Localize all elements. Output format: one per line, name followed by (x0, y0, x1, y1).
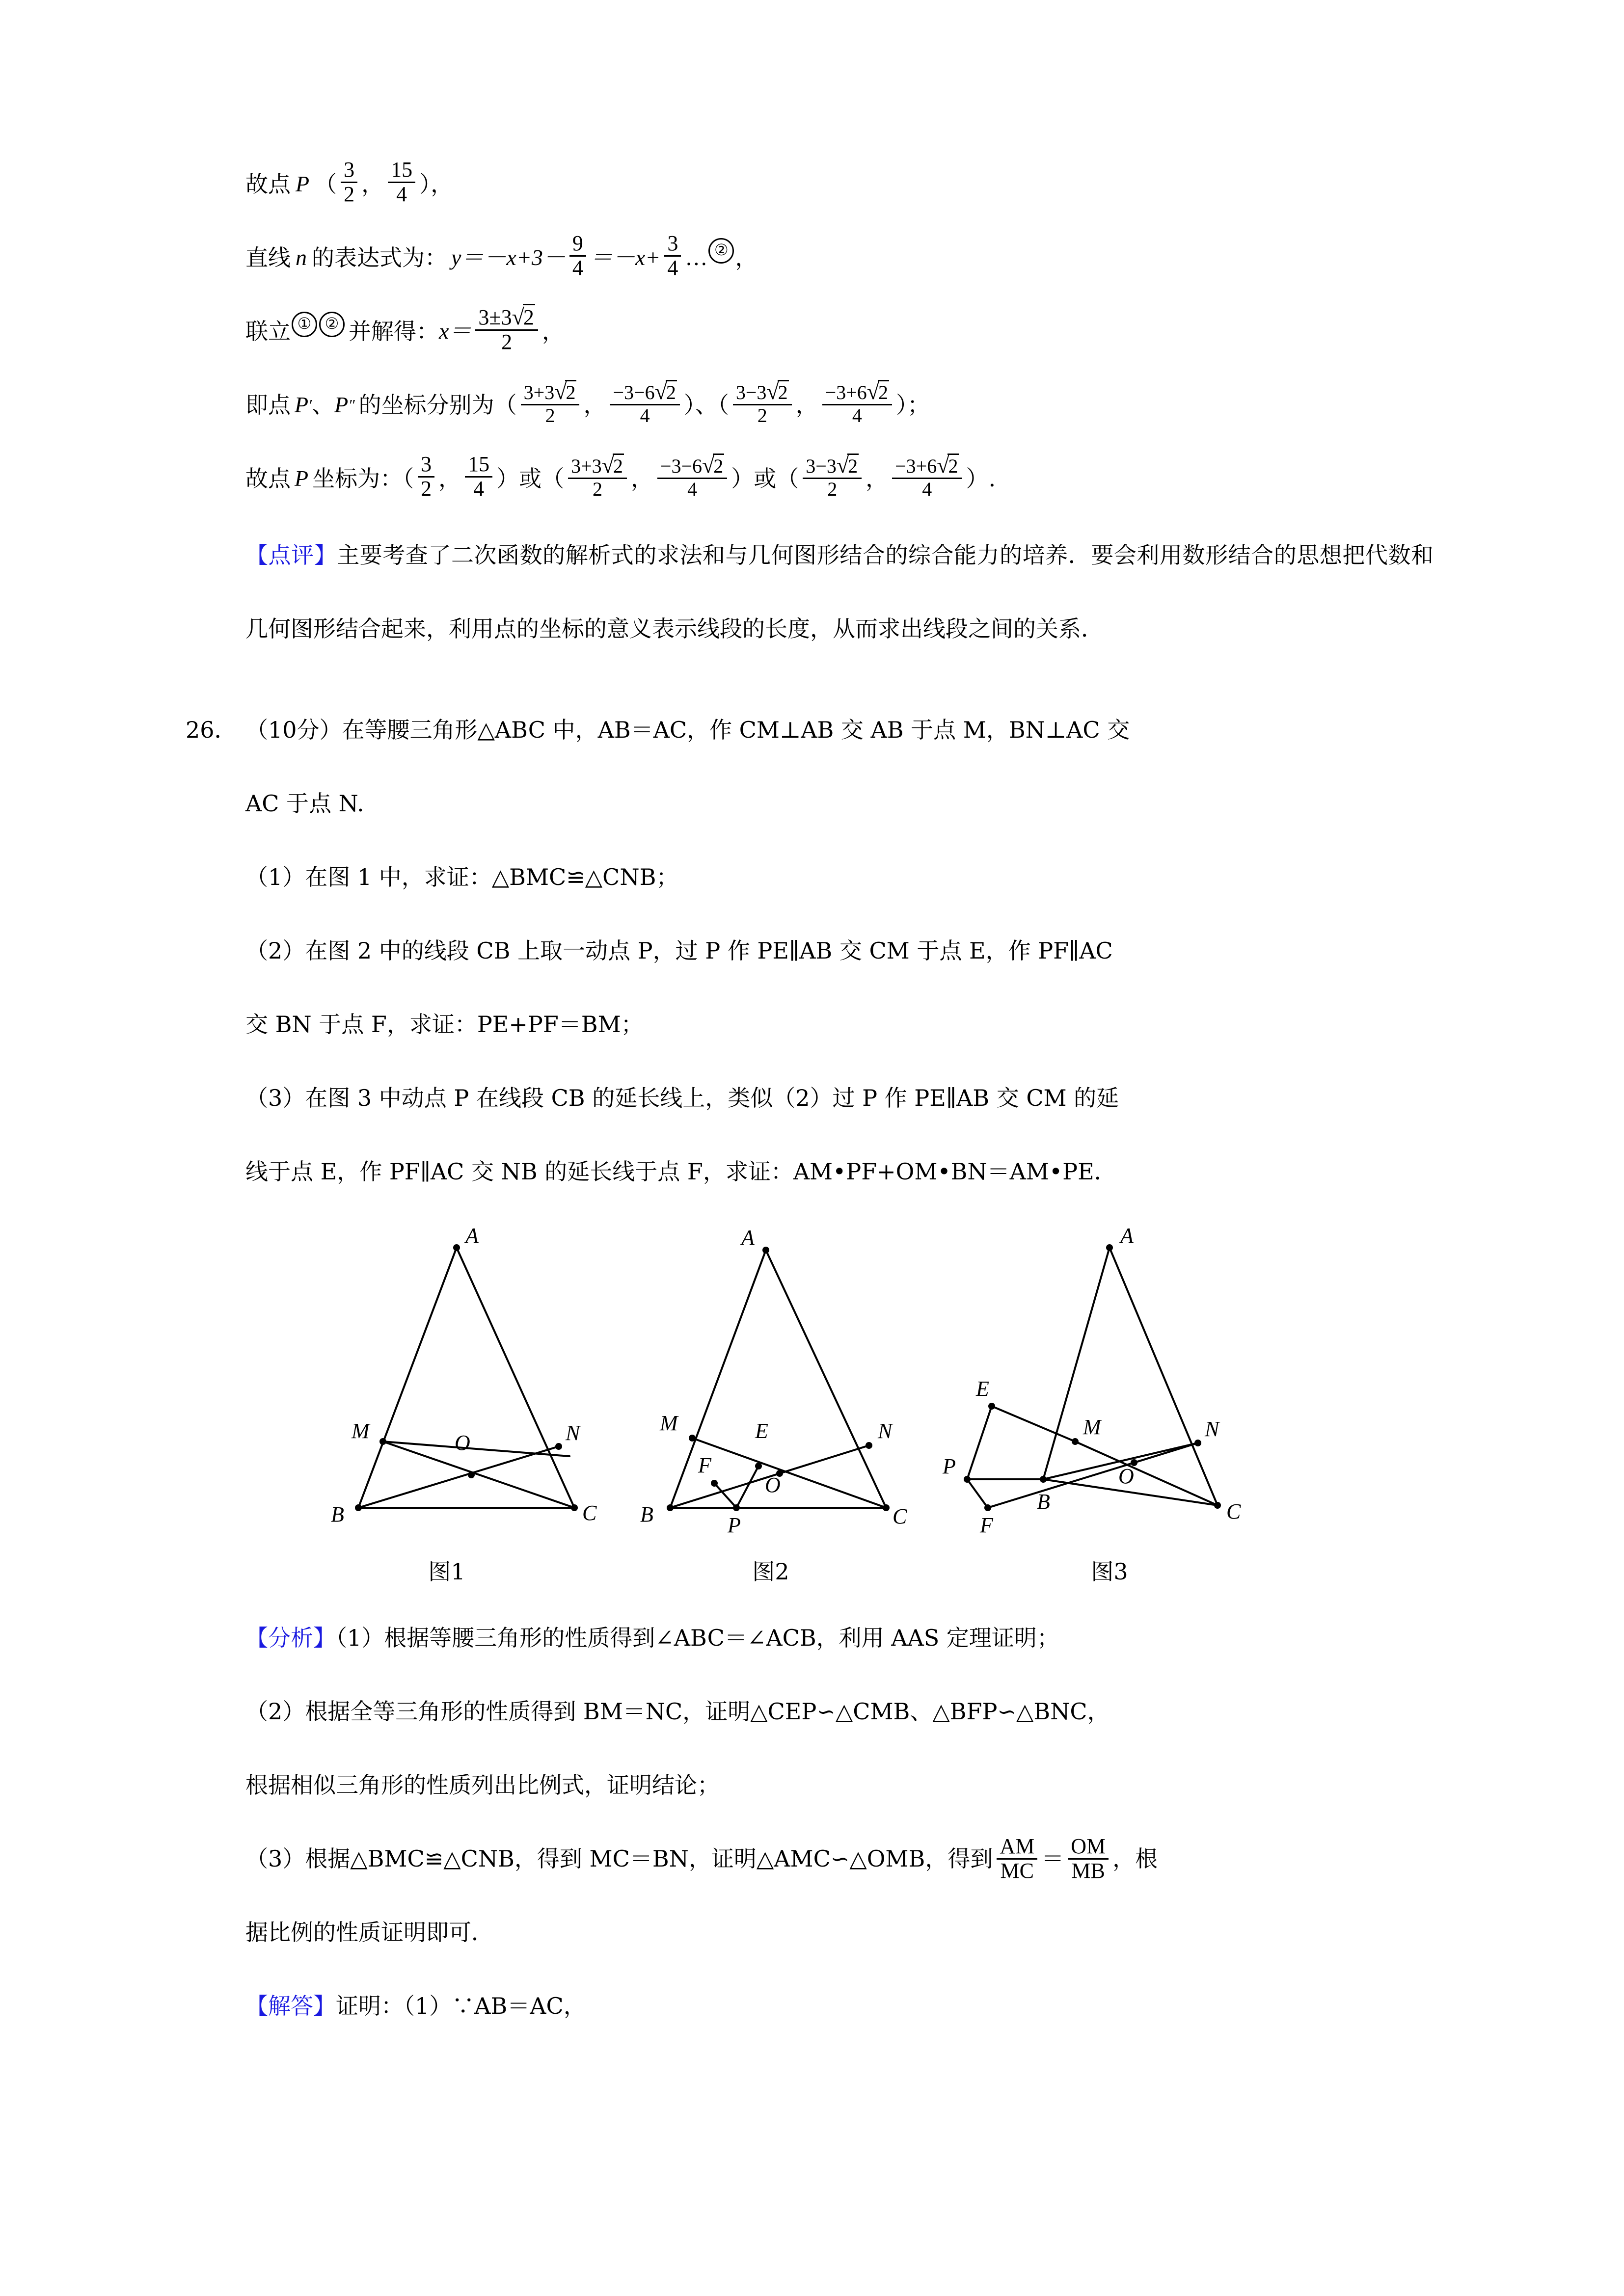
fraction-b (465, 453, 492, 500)
numerator-coefficient: 3±3 (478, 305, 512, 329)
radical (866, 378, 889, 404)
vertex-dot-e (988, 1403, 995, 1410)
comma: ， (630, 465, 653, 492)
numerator-coefficient: −3+6 (895, 454, 937, 477)
paren-close: ）； (896, 392, 930, 418)
label-n: N (566, 1421, 580, 1445)
fraction-numerator: 15 (388, 159, 415, 183)
fraction-c (568, 454, 627, 500)
variable-p: P (296, 171, 310, 196)
fraction-d (657, 454, 727, 500)
figure-2-drawing (623, 1228, 957, 1552)
prefix-text: 即点 (245, 392, 291, 418)
equation-part-b: ＝－x+ (590, 245, 661, 270)
vertex-dot-f (984, 1504, 991, 1511)
vertex-dot-n (866, 1442, 872, 1449)
fraction-denominator: 2 (757, 404, 767, 427)
radical (836, 452, 859, 478)
label-n: N (878, 1419, 893, 1443)
fraction-denominator: 2 (827, 478, 838, 500)
radicand: 2 (666, 380, 677, 403)
radical (512, 305, 535, 329)
figure-1-drawing (309, 1224, 614, 1552)
spacer (245, 1586, 1434, 1601)
radical (654, 378, 677, 404)
label-n: N (1205, 1417, 1219, 1441)
numerator-coefficient: −3+6 (825, 381, 867, 403)
radical-sign: √ (766, 378, 779, 404)
fraction-denominator: 2 (593, 478, 603, 500)
fraction-om-mb (1068, 1835, 1109, 1882)
vertex-dot-b (667, 1504, 674, 1511)
problem-26 (186, 693, 1434, 1208)
problem-number (186, 693, 237, 767)
variable-p-prime: P (295, 392, 309, 417)
label-p: P (943, 1454, 956, 1478)
comma-tail: ， (735, 244, 758, 271)
fraction-numerator (568, 454, 627, 479)
vertex-dot-n (1194, 1440, 1201, 1446)
vertex-dot-p (964, 1476, 971, 1483)
problem-points: （10分） (245, 717, 342, 743)
comment-block (245, 518, 1434, 666)
problem-number-text: 26 (186, 717, 215, 743)
separator: 、 (312, 392, 335, 418)
comma-tail: ， (541, 318, 565, 345)
comment-label: 【点评】 (245, 542, 337, 568)
answer-block (245, 1969, 1434, 2043)
fraction-numerator (657, 454, 727, 479)
page-content (186, 147, 1434, 2043)
label-p: P (728, 1513, 741, 1537)
fraction-c3 (733, 380, 792, 426)
analysis-text-3b: ，根 (1112, 1845, 1158, 1872)
mid-text: 坐标为：（ (312, 465, 414, 492)
figure-3-drawing (943, 1224, 1306, 1552)
radical (766, 378, 788, 404)
radical-sign: √ (866, 378, 880, 404)
comment-text: 主要考查了二次函数的解析式的求法和与几何图形结合的综合能力的培养．要会利用数形结合的思想把代数和几何图形结合起来，利用点的坐标的意义表示线段的长度，从而求出线段之间的关系． (245, 542, 1434, 642)
radical (937, 452, 959, 478)
fraction-numerator (733, 380, 792, 405)
spacer (245, 666, 1434, 693)
end-mark: ）. (966, 465, 996, 492)
comma: ， (795, 392, 818, 418)
paren-close: ）， (419, 171, 454, 197)
problem-stem-line-2: AC 于点 N. (245, 790, 364, 817)
problem-question-3-line-1: （3）在图 3 中动点 P 在线段 CB 的延长线上，类似（2）过 P 作 PE∥AB 交 CM 的延 (245, 1085, 1119, 1111)
or-separator-2: ）或（ (731, 465, 799, 492)
radical (554, 378, 576, 404)
radicand: 2 (523, 304, 535, 329)
fraction-denominator: 4 (396, 182, 407, 206)
equals-sign: ＝ (1041, 1845, 1064, 1872)
radical-sign: √ (554, 378, 567, 404)
or-separator-1: ）或（ (496, 465, 565, 492)
radicand: 2 (565, 380, 576, 403)
answer-label: 【解答】 (245, 1993, 336, 2019)
label-a: A (1120, 1224, 1134, 1248)
vertex-dot-b (1040, 1476, 1047, 1483)
numerator-coefficient: 3−3 (735, 381, 767, 403)
variable-n: n (296, 245, 307, 270)
fraction-denominator: 2 (501, 329, 513, 354)
label-e: E (755, 1419, 768, 1443)
prefix-text: 故点 (245, 171, 291, 197)
fraction-f (892, 454, 962, 500)
line-point-p-coordinate (245, 147, 1434, 221)
circled-number-1: ① (292, 312, 317, 337)
problem-stem-line-1 (245, 693, 1434, 767)
label-m: M (1083, 1415, 1101, 1439)
fraction-numerator: AM (997, 1835, 1037, 1860)
variable-p-double-prime: P (334, 392, 349, 417)
analysis-line-1 (245, 1601, 1434, 1675)
analysis-label: 【分析】 (245, 1625, 336, 1651)
vertex-dot-e (755, 1463, 762, 1469)
fraction-x (341, 159, 357, 206)
fraction-numerator: OM (1068, 1835, 1109, 1860)
comma: ， (361, 171, 384, 197)
label-b: B (1037, 1490, 1050, 1514)
fraction-denominator: 4 (473, 476, 485, 501)
fraction-denominator: MC (1000, 1858, 1034, 1883)
double-prime-mark: ″ (348, 396, 355, 414)
fraction-x-solution (475, 305, 538, 353)
line-final-p-coordinates (245, 442, 1434, 515)
radical (601, 452, 624, 478)
fraction-denominator: 2 (421, 476, 432, 501)
label-e: E (976, 1377, 989, 1401)
mid-text: 并解得： (349, 318, 439, 345)
label-f: F (980, 1513, 993, 1537)
fraction-3-4 (664, 232, 681, 279)
radical-sign: √ (702, 452, 715, 478)
fraction-denominator: 4 (667, 255, 678, 280)
radical (702, 452, 724, 478)
numerator-coefficient: −3−6 (660, 454, 703, 477)
circled-number-2: ② (708, 238, 734, 264)
numerator-coefficient: 3+3 (571, 454, 602, 477)
vertex-dot-m (689, 1435, 696, 1442)
vertex-dot-m (1072, 1438, 1079, 1445)
vertex-dot-a (1106, 1244, 1113, 1251)
figure-1 (309, 1224, 623, 1586)
label-o: O (765, 1473, 781, 1497)
radicand: 2 (778, 380, 789, 403)
figure-1-caption: 图1 (428, 1558, 465, 1585)
label-c: C (893, 1504, 907, 1528)
fraction-denominator: MB (1071, 1858, 1105, 1883)
fraction-denominator: 4 (852, 404, 862, 427)
ellipsis: … (685, 245, 708, 270)
vertex-dot-c (1214, 1502, 1221, 1509)
radicand: 2 (847, 454, 859, 477)
paren-open: （ (314, 171, 337, 197)
label-c: C (1226, 1499, 1241, 1523)
radicand: 2 (613, 454, 624, 477)
fraction-numerator: 3 (664, 232, 681, 257)
problem-question-1: （1）在图 1 中，求证：△BMC≌△CNB； (245, 864, 679, 890)
fraction-numerator (803, 454, 862, 479)
label-b: B (331, 1502, 344, 1526)
label-o: O (455, 1431, 470, 1455)
equation-part-a: y＝－x+3－ (451, 245, 566, 270)
label-b: B (640, 1502, 653, 1526)
fraction-numerator: 15 (465, 453, 492, 478)
problem-question-3-line-2: 线于点 E，作 PF∥AC 交 NB 的延长线于点 F，求证：AM•PF+OM•BN＝AM•PE． (245, 1158, 1117, 1185)
fraction-e (803, 454, 862, 500)
fraction-9-4 (569, 232, 586, 279)
fraction-denominator: 2 (344, 182, 355, 206)
vertex-dot-f (711, 1480, 718, 1487)
vertex-dot-m (379, 1438, 386, 1445)
analysis-line-2: （2）根据全等三角形的性质得到 BM＝NC，证明△CEP∽△CMB、△BFP∽△BNC， (245, 1698, 1110, 1725)
analysis-text-1: （1）根据等腰三角形的性质得到∠ABC＝∠ACB，利用 AAS 定理证明； (336, 1625, 1059, 1651)
radicand: 2 (878, 380, 889, 403)
variable-p: P (295, 466, 309, 491)
x-equals: x＝ (439, 319, 472, 344)
mid-text: 的坐标分别为（ (358, 392, 517, 418)
analysis-line-5: 据比例的性质证明即可． (245, 1919, 494, 1946)
analysis-block (245, 1601, 1434, 1969)
radicand: 2 (947, 454, 959, 477)
problem-stem-text: 在等腰三角形△ABC 中，AB＝AC，作 CM⊥AB 交 AB 于点 M，BN⊥AC 交 (342, 717, 1130, 743)
circled-number-2: ② (319, 312, 345, 337)
prefix-text: 联立 (245, 318, 291, 345)
radical-sign: √ (512, 304, 524, 329)
answer-text: 证明：（1）∵AB＝AC， (336, 1993, 586, 2019)
fraction-numerator (892, 454, 962, 479)
comma: ， (438, 465, 461, 492)
figure-2-caption: 图2 (752, 1558, 789, 1585)
comma: ， (866, 465, 889, 492)
label-m: M (352, 1419, 370, 1443)
problem-number-dot: ． (214, 717, 237, 743)
vertex-dot-b (355, 1504, 362, 1511)
fraction-numerator (475, 305, 538, 331)
numerator-coefficient: 3+3 (523, 381, 555, 403)
label-a: A (741, 1226, 755, 1250)
fraction-numerator (521, 380, 580, 405)
fraction-denominator: 4 (687, 478, 698, 500)
analysis-line-3: 根据相似三角形的性质列出比例式，证明结论； (245, 1772, 720, 1798)
figure-2 (623, 1228, 962, 1586)
fraction-denominator: 4 (640, 404, 650, 427)
figure-3 (943, 1224, 1306, 1586)
radical-sign: √ (654, 378, 667, 404)
fraction-c4 (822, 380, 892, 426)
fraction-y (388, 159, 415, 206)
numerator-coefficient: −3−6 (613, 381, 655, 403)
prime-mark: ′ (308, 396, 312, 414)
fraction-numerator: 3 (418, 453, 434, 478)
analysis-line-4 (245, 1822, 1434, 1896)
vertex-dot-a (453, 1244, 460, 1251)
fraction-numerator (822, 380, 892, 405)
figures-row (245, 1224, 1434, 1586)
vertex-dot-o (468, 1471, 475, 1478)
fraction-a (418, 453, 434, 500)
line-p-prime-coordinates (245, 368, 1434, 442)
label-f: F (698, 1453, 711, 1477)
label-m: M (660, 1411, 678, 1435)
vertex-dot-c (883, 1504, 890, 1511)
fraction-c2 (610, 380, 679, 426)
line-equation-n (245, 221, 1434, 294)
fraction-c1 (521, 380, 580, 426)
numerator-coefficient: 3−3 (806, 454, 837, 477)
label-o: O (1118, 1464, 1134, 1488)
fraction-numerator (610, 380, 679, 405)
problem-question-2-line-1: （2）在图 2 中的线段 CB 上取一动点 P，过 P 作 PE∥AB 交 CM 于点 E，作 PF∥AC (245, 937, 1113, 964)
figure-3-caption: 图3 (1091, 1558, 1128, 1585)
fraction-denominator: 4 (922, 478, 932, 500)
prefix-text: 故点 (245, 465, 291, 492)
comma: ， (583, 392, 606, 418)
line-solve-system (245, 294, 1434, 368)
spacer (245, 1208, 1434, 1228)
vertex-dot-a (762, 1247, 769, 1254)
paren-sep: ）、（ (683, 392, 729, 418)
fraction-denominator: 4 (572, 255, 583, 280)
vertex-dot-p (733, 1504, 740, 1511)
prefix-text: 直线 (245, 244, 291, 271)
vertex-dot-c (571, 1504, 578, 1511)
radicand: 2 (713, 454, 724, 477)
analysis-text-3a: （3）根据△BMC≌△CNB，得到 MC＝BN，证明△AMC∽△OMB，得到 (245, 1845, 993, 1872)
fraction-numerator: 9 (569, 232, 586, 257)
problem-question-2-line-2: 交 BN 于点 F，求证：PE+PF＝BM； (245, 1011, 644, 1038)
radical-sign: √ (601, 452, 614, 478)
radical-sign: √ (937, 452, 949, 478)
label-c: C (582, 1501, 597, 1525)
vertex-dot-n (555, 1443, 562, 1450)
fraction-am-mc (997, 1835, 1037, 1882)
fraction-numerator: 3 (341, 159, 357, 183)
radical-sign: √ (836, 452, 849, 478)
label-a: A (465, 1224, 479, 1248)
mid-text: 的表达式为： (312, 244, 447, 271)
fraction-denominator: 2 (545, 404, 555, 427)
